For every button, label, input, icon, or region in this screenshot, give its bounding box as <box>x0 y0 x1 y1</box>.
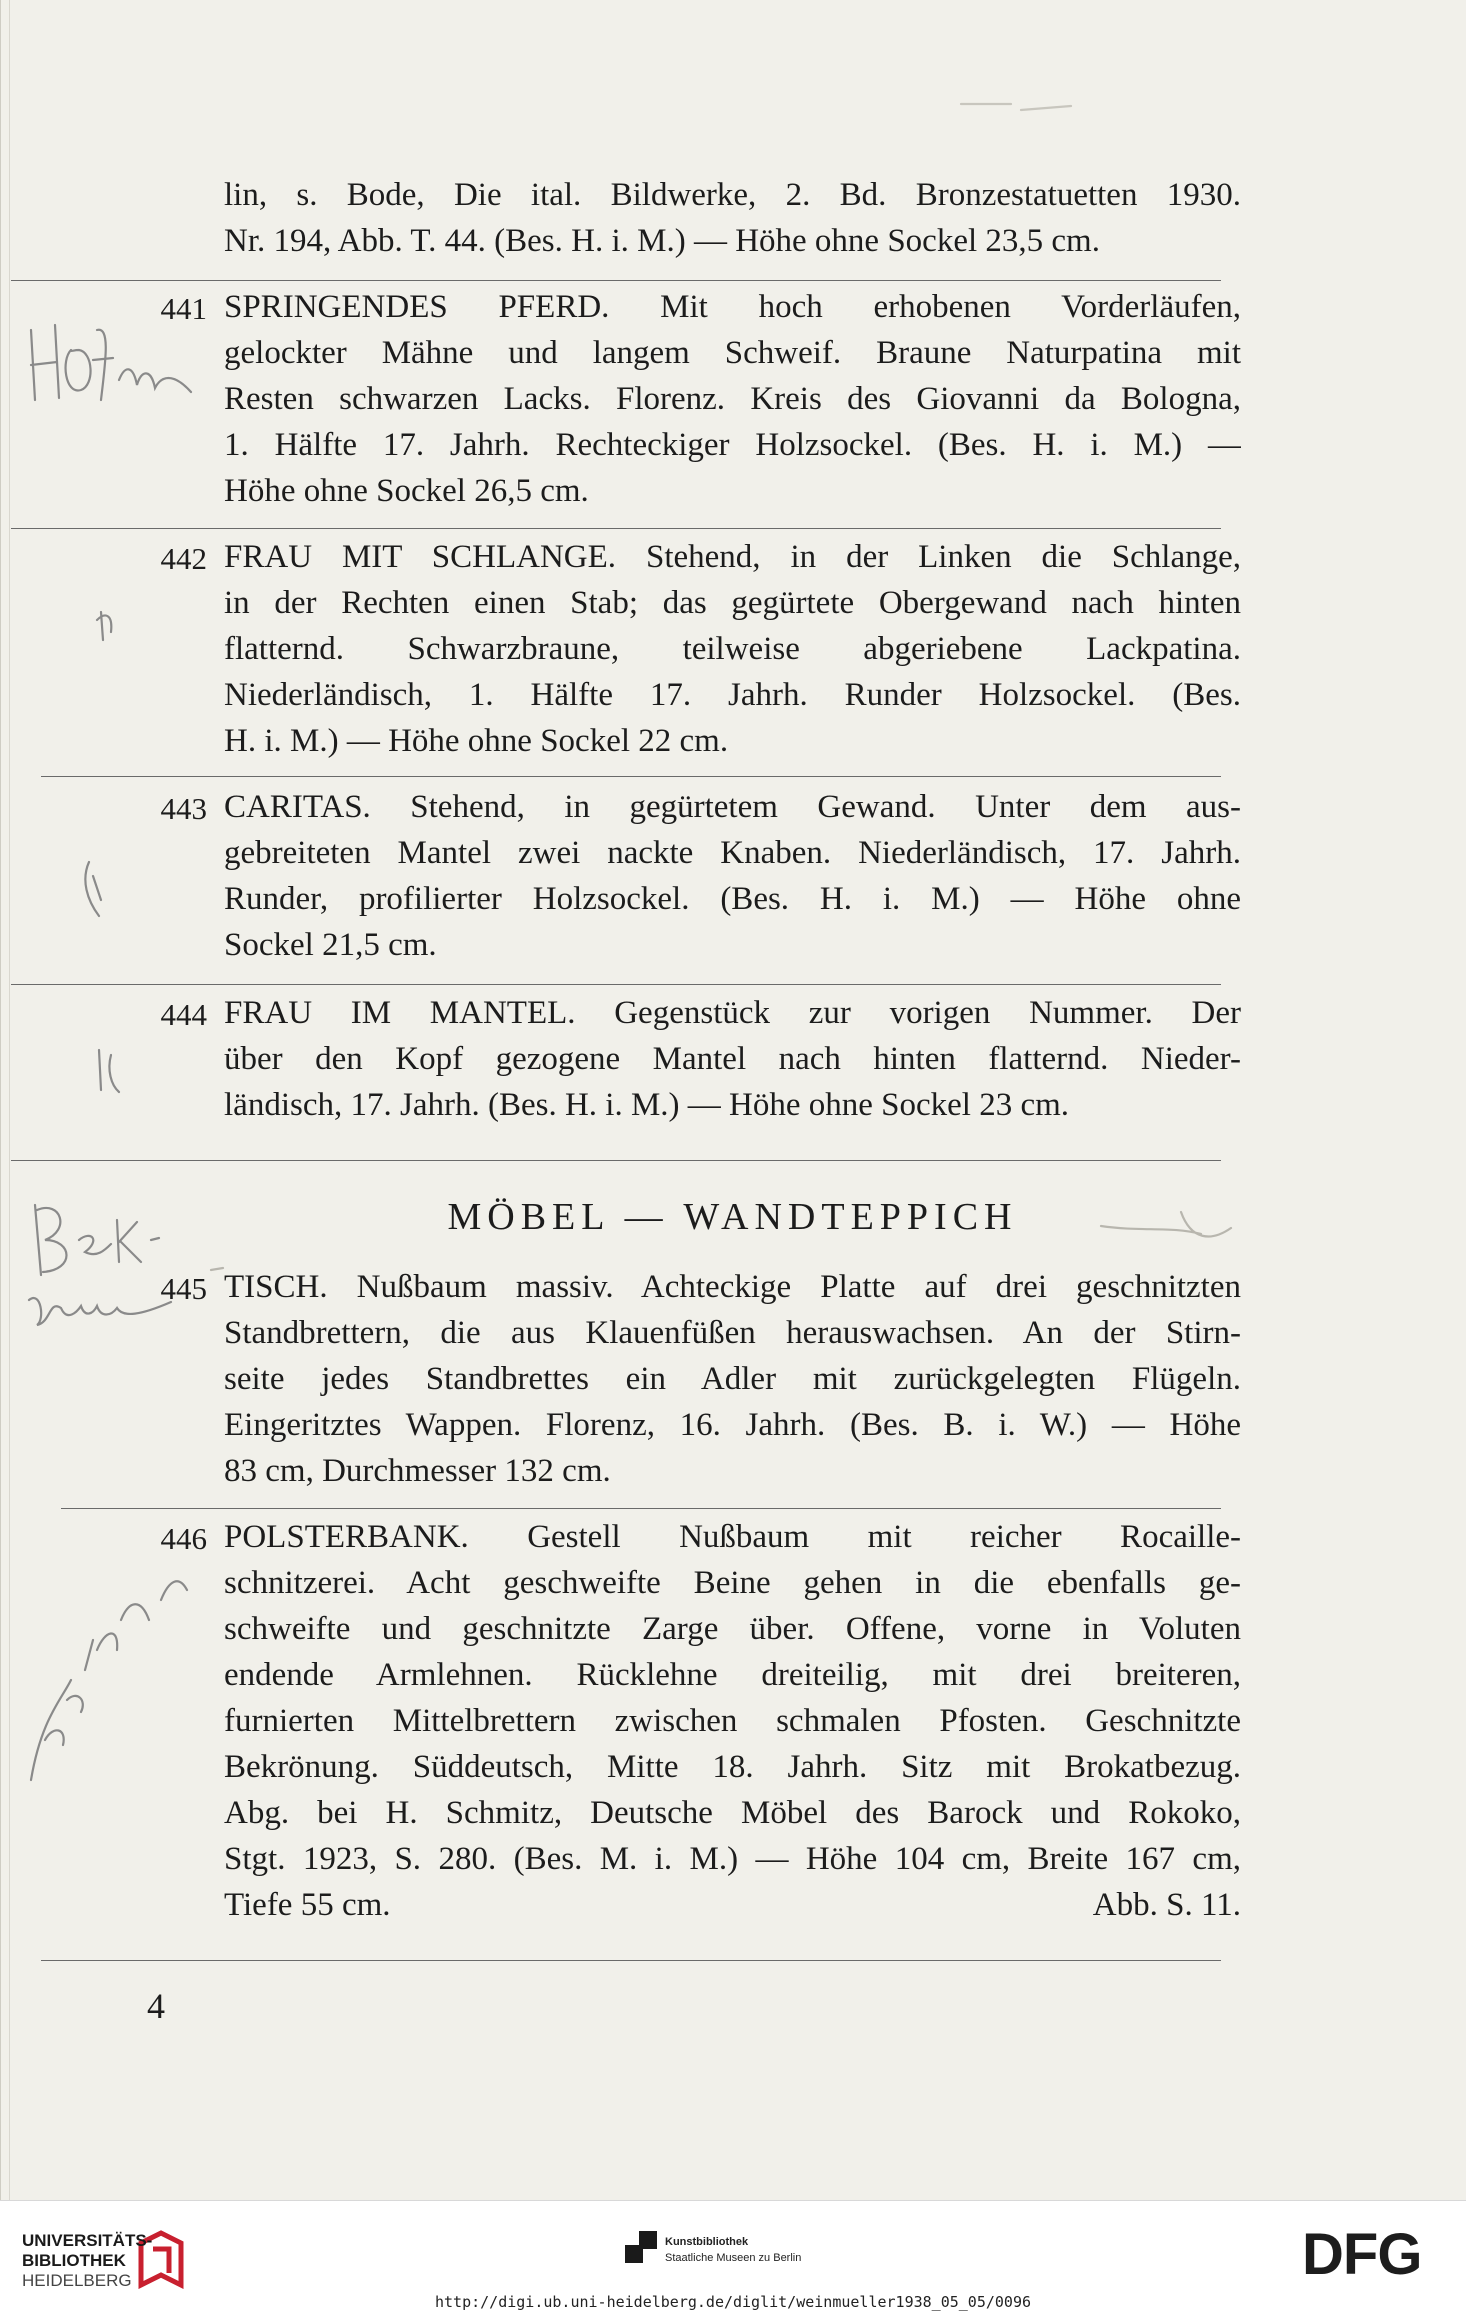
entry-text-line: schnitzerei. Acht geschweifte Beine gehen in die ebenfalls ge- <box>224 1565 1241 1601</box>
entry-text-line: gelockter Mähne und langem Schweif. Braune Naturpatina mit <box>224 335 1241 371</box>
entry-text-line: Höhe ohne Sockel 26,5 cm. <box>224 473 589 509</box>
handwriting-mark <box>66 350 91 390</box>
entry-number: 443 <box>160 791 207 826</box>
ub-line: UNIVERSITÄTS- <box>22 2231 153 2250</box>
kb-line: Kunstbibliothek <box>665 2236 749 2248</box>
entry-text-line: FRAU IM MANTEL. Gegenstück zur vorigen Nummer. Der <box>224 995 1241 1031</box>
handwriting-mark <box>99 1050 119 1092</box>
entry-text-line: 83 cm, Durchmesser 132 cm. <box>224 1453 611 1489</box>
entry-text-line: H. i. M.) — Höhe ohne Sockel 22 cm. <box>224 723 729 759</box>
entry-text-line: 1. Hälfte 17. Jahrh. Rechteckiger Holzsockel. (Bes. H. i. M.) — <box>224 427 1241 463</box>
dfg-logo: DFG <box>1302 2222 1422 2287</box>
entry-text-line: Niederländisch, 1. Hälfte 17. Jahrh. Runder Holzsockel. (Bes. <box>224 677 1241 713</box>
entry-text-line: Eingeritztes Wappen. Florenz, 16. Jahrh. (Bes. B. i. W.) — Höhe <box>224 1407 1241 1443</box>
entry-text-line: Abg. bei H. Schmitz, Deutsche Möbel des Barock und Rokoko, <box>224 1795 1241 1831</box>
kb-line: Staatliche Museen zu Berlin <box>665 2252 802 2264</box>
entry-text-line: TISCH. Nußbaum massiv. Achteckige Platte auf drei geschnitzten <box>224 1269 1241 1305</box>
entry-number: 446 <box>160 1521 207 1556</box>
university-library-name <box>22 2231 152 2291</box>
entry-text-line: Resten schwarzen Lacks. Florenz. Kreis des Giovanni da Bologna, <box>224 381 1241 417</box>
entry-text-line: lin, s. Bode, Die ital. Bildwerke, 2. Bd. Bronzestatuetten 1930. <box>224 177 1241 213</box>
entry-divider <box>41 1960 1221 1961</box>
entry-divider <box>11 280 1221 281</box>
viewer-footer <box>0 2200 1466 2316</box>
entry-text-line: Standbrettern, die aus Klauenfüßen herauswachsen. An der Stirn- <box>224 1315 1241 1351</box>
entry-text-line: furnierten Mittelbrettern zwischen schmalen Pfosten. Geschnitzte <box>224 1703 1241 1739</box>
permalink-url[interactable]: http://digi.ub.uni-heidelberg.de/diglit/weinmueller1938_05_05/0096 <box>434 2293 1032 2311</box>
entry-number: 442 <box>160 541 207 576</box>
entry-text-line: Sockel 21,5 cm. <box>224 927 437 963</box>
ub-line: HEIDELBERG <box>22 2271 132 2290</box>
handwriting-mark <box>85 862 101 916</box>
entry-text-line: schweifte und geschnitzte Zarge über. Offene, vorne in Voluten <box>224 1611 1241 1647</box>
entry-text-line: FRAU MIT SCHLANGE. Stehend, in der Linken die Schlange, <box>224 539 1241 575</box>
handwriting-mark <box>97 612 111 640</box>
page-number: 4 <box>147 1986 165 2026</box>
entry-divider <box>41 776 1221 777</box>
handwriting-mark <box>31 325 59 400</box>
faint-mark <box>961 104 1071 110</box>
entry-text-line: Nr. 194, Abb. T. 44. (Bes. H. i. M.) — Höhe ohne Sockel 23,5 cm. <box>224 223 1100 259</box>
entry-text-line: CARITAS. Stehend, in gegürtetem Gewand. Unter dem aus- <box>224 789 1241 825</box>
entry-divider <box>61 1508 1221 1509</box>
entry-divider <box>11 1160 1221 1161</box>
handwriting-mark <box>93 330 191 400</box>
entry-text-fragment: Tiefe 55 cm. <box>224 1887 391 1923</box>
section-heading: MÖBEL — WANDTEPPICH <box>447 1196 1018 1238</box>
entry-text-line: SPRINGENDES PFERD. Mit hoch erhobenen Vorderläufen, <box>224 289 1241 325</box>
handwriting-mark <box>31 1581 187 1780</box>
entry-number: 444 <box>160 997 207 1032</box>
entry-text-line: endende Armlehnen. Rücklehne dreiteilig, mit drei breiteren, <box>224 1657 1241 1693</box>
entry-last-line <box>224 1882 1241 1928</box>
entry-divider <box>11 528 1221 529</box>
entry-text-line: seite jedes Standbrettes ein Adler mit zurückgelegten Flügeln. <box>224 1361 1241 1397</box>
kunstbibliothek-name <box>665 2234 801 2266</box>
entry-text-line: POLSTERBANK. Gestell Nußbaum mit reicher Rocaille- <box>224 1519 1241 1555</box>
figure-reference: Abb. S. 11. <box>1092 1887 1241 1923</box>
binding-edge <box>9 0 10 2200</box>
entry-divider <box>11 984 1221 985</box>
entry-text-line: ländisch, 17. Jahrh. (Bes. H. i. M.) — Höhe ohne Sockel 23 cm. <box>224 1087 1070 1123</box>
kunstbibliothek-logo-icon <box>625 2231 657 2263</box>
entry-text-line: Stgt. 1923, S. 280. (Bes. M. i. M.) — Höhe 104 cm, Breite 167 cm, <box>224 1841 1241 1877</box>
entry-text-line: Runder, profilierter Holzsockel. (Bes. H. i. M.) — Höhe ohne <box>224 881 1241 917</box>
entry-number: 441 <box>160 291 207 326</box>
ub-line: BIBLIOTHEK <box>22 2251 126 2270</box>
entry-number: 445 <box>160 1271 207 1306</box>
handwriting-mark <box>35 1205 67 1275</box>
entry-text-line: gebreiteten Mantel zwei nackte Knaben. Niederländisch, 17. Jahrh. <box>224 835 1241 871</box>
handwriting-mark <box>79 1220 159 1262</box>
entry-text-line: Bekrönung. Süddeutsch, Mitte 18. Jahrh. Sitz mit Brokatbezug. <box>224 1749 1241 1785</box>
entry-text-line: über den Kopf gezogene Mantel nach hinten flatternd. Nieder- <box>224 1041 1241 1077</box>
entry-text-line: in der Rechten einen Stab; das gegürtete Obergewand nach hinten <box>224 585 1241 621</box>
entry-text-line: flatternd. Schwarzbraune, teilweise abgeriebene Lackpatina. <box>224 631 1241 667</box>
